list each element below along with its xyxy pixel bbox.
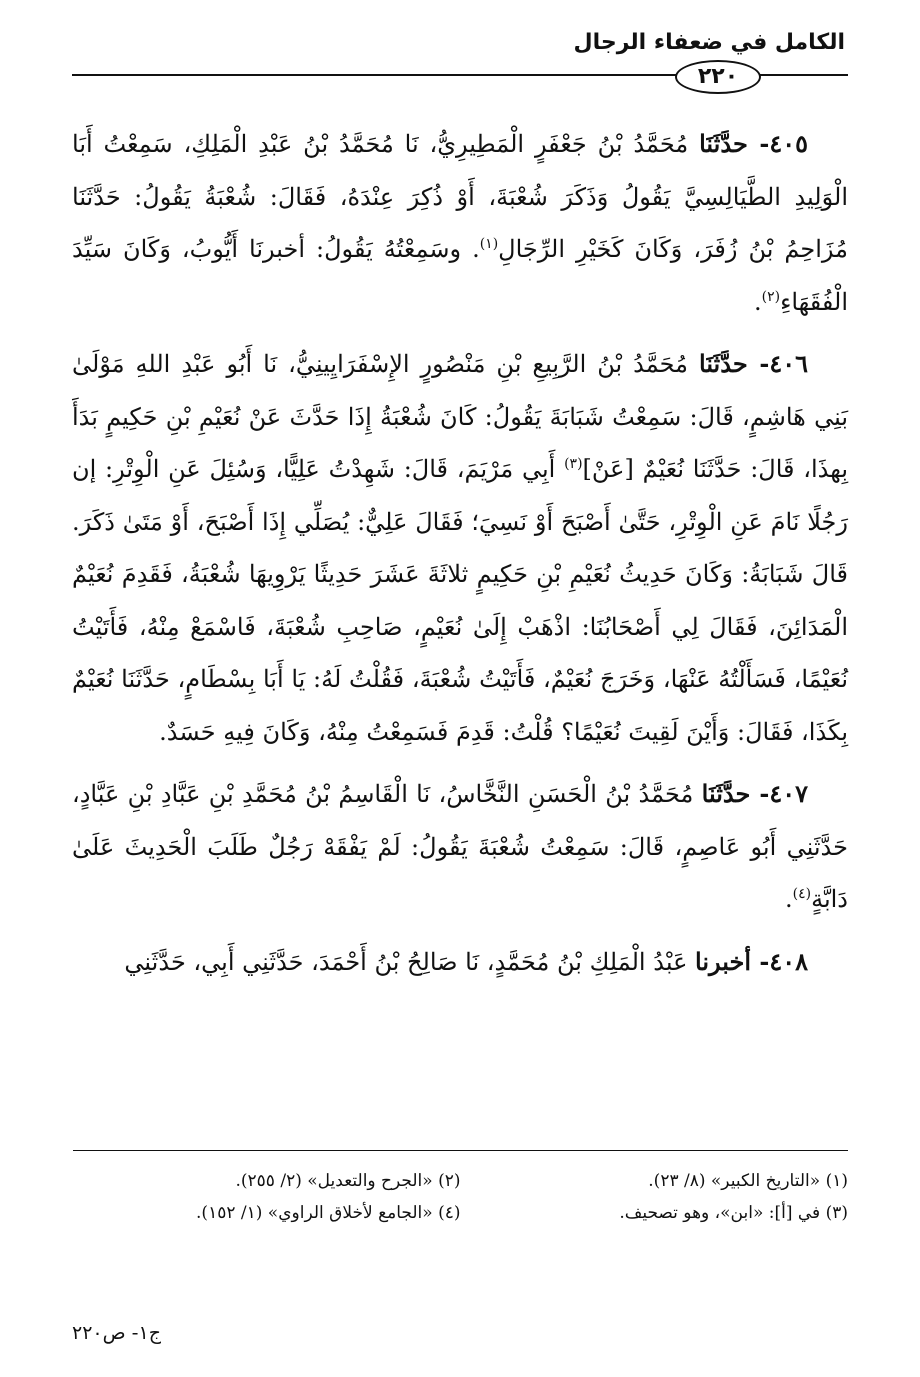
paragraph-text: . xyxy=(753,287,762,316)
footnote-rule xyxy=(73,1150,848,1151)
body-text xyxy=(72,118,848,998)
paragraph-text: مُحَمَّدُ بْنُ الرَّبِيعِ بْنِ مَنْصُورٍ الإِسْفَرَايِينِيُّ، نَا أَبُو عَبْدِ اللهِ مَوْلَىٰ بَنِي هَاشِمٍ، قَالَ: سَمِعْتُ شَبَابَةَ يَقُولُ: كَانَ شُعْبَةُ إِذَا حَدَّثَ عَنْ نُعَيْمِ بْنِ حَكِيمٍ بَدَأَ بِهذَا، قَالَ: حَدَّثَنَا نُعَيْمٌ [عَنْ] xyxy=(72,350,848,483)
footnote-3: (٣) في [أ]: «ابن»، وهو تصحيف. xyxy=(619,1203,848,1223)
paragraph-text: عَبْدُ الْمَلِكِ بْنُ مُحَمَّدٍ، نَا صَالِحُ بْنُ أَحْمَدَ، حَدَّثَنِي أَبِي، حَدَّثَنِي xyxy=(124,947,688,976)
footnote-marker[interactable]: (٤) xyxy=(792,886,812,902)
paragraph-407 xyxy=(72,768,848,926)
paragraph-text: . وسَمِعْتُهُ يَقُولُ: أخبرنَا أَيُّوبُ، وَكَانَ سَيِّدَ الْفُقَهَاءِ xyxy=(72,235,848,316)
footnote-2: (٢) «الجرح والتعديل» (٢/ ٢٥٥). xyxy=(235,1171,461,1191)
page-number: ٢٢٠ xyxy=(675,60,761,94)
paragraph-408 xyxy=(72,936,848,989)
paragraph-text: أَبِي مَرْيَمَ، قَالَ: شَهِدْتُ عَلِيًّا، وَسُئِلَ عَنِ الْوِتْرِ: إن رَجُلًا نَامَ عَنِ الْوِتْرِ، حَتَّىٰ أَصْبَحَ أَوْ نَسِيَ؛ فَقَالَ عَلِيٌّ: يُصَلِّي إِذَا أَصْبَحَ، أَوْ مَتَىٰ ذَكَرَ. قَالَ شَبَابَةُ: وَكَانَ حَدِيثُ نُعَيْمِ بْنِ حَكِيمٍ ثلاثَةَ عَشَرَ حَدِيثًا يَرْوِيهَا شُعْبَةُ، فَقَدِمَ نُعَيْمٌ الْمَدَائِنَ، فَقَالَ لِي أَصْحَابُنَا: اذْهَبْ إِلَىٰ نُعَيْمٍ، صَاحِبِ شُعْبَةَ، فَاسْمَعْ مِنْهُ، فَأَتَيْتُ نُعَيْمًا، فَسَأَلْتُهُ عَنْهَا، وَخَرَجَ نُعَيْمٌ، فَأَتَيْتُ شُعْبَةَ، فَقُلْتُ لَهُ: يَا أَبَا بِسْطَامٍ، حَدَّثَنَا نُعَيْمٌ بِكَذَا، فَقَالَ: وَأَيْنَ لَقِيتَ نُعَيْمًا؟ قُلْتُ: قَدِمَ فَسَمِعْتُ مِنْهُ، وَكَانَ فِيهِ حَسَدٌ. xyxy=(72,455,848,746)
footnotes xyxy=(73,1165,848,1229)
footnote-1: (١) «التاريخ الكبير» (٨/ ٢٣). xyxy=(648,1171,848,1191)
footnote-4: (٤) «الجامع لأخلاق الراوي» (١/ ١٥٢). xyxy=(196,1203,461,1223)
footnote-row xyxy=(73,1165,848,1197)
footnote-marker[interactable]: (٣) xyxy=(564,456,583,472)
volume-page-reference: ج١- ص٢٢٠ xyxy=(72,1322,161,1344)
paragraph-text: مُحَمَّدُ بْنُ جَعْفَرٍ الْمَطِيرِيُّ، نَا مُحَمَّدُ بْنُ عَبْدِ الْمَلِكِ، سَمِعْتُ أَبَا الْوَلِيدِ الطَّيَالِسِيَّ يَقُولُ وَذَكَرَ شُعْبَةَ، أَوْ ذُكِرَ عِنْدَهُ، فَقَالَ: شُعْبَةُ يَقُولُ: حَدَّثَنَا مُزَاحِمُ بْنُ زُفَرَ، وَكَانَ كَخَيْرِ الرِّجَالِ xyxy=(72,130,848,263)
paragraph-lead: ٤٠٧- حدَّثَنَا xyxy=(701,779,808,808)
paragraph-406 xyxy=(72,338,848,758)
paragraph-405 xyxy=(72,118,848,328)
footnote-marker[interactable]: (٢) xyxy=(761,288,781,305)
footnote-marker[interactable]: (١) xyxy=(479,236,499,252)
footnote-row xyxy=(73,1197,848,1229)
paragraph-text: مُحَمَّدُ بْنُ الْحَسَنِ النَّخَّاسُ، نَا الْقَاسِمُ بْنُ مُحَمَّدِ بْنِ عَبَّادِ بْنِ عَبَّادٍ، حَدَّثَنِي أَبُو عَاصِمٍ، قَالَ: سَمِعْتُ شُعْبَةَ يَقُولُ: لَمْ يَفْقَهْ رَجُلٌ طَلَبَ الْحَدِيثَ عَلَىٰ دَابَّةٍ xyxy=(72,780,848,913)
paragraph-lead: ٤٠٦- حدَّثَنَا xyxy=(699,349,809,378)
paragraph-lead: ٤٠٥- حدَّثَنَا xyxy=(699,129,808,158)
running-header-title: الكامل في ضعفاء الرجال xyxy=(573,30,845,55)
paragraph-text: . xyxy=(784,885,793,913)
paragraph-lead: ٤٠٨- أخبرنا xyxy=(695,946,808,976)
